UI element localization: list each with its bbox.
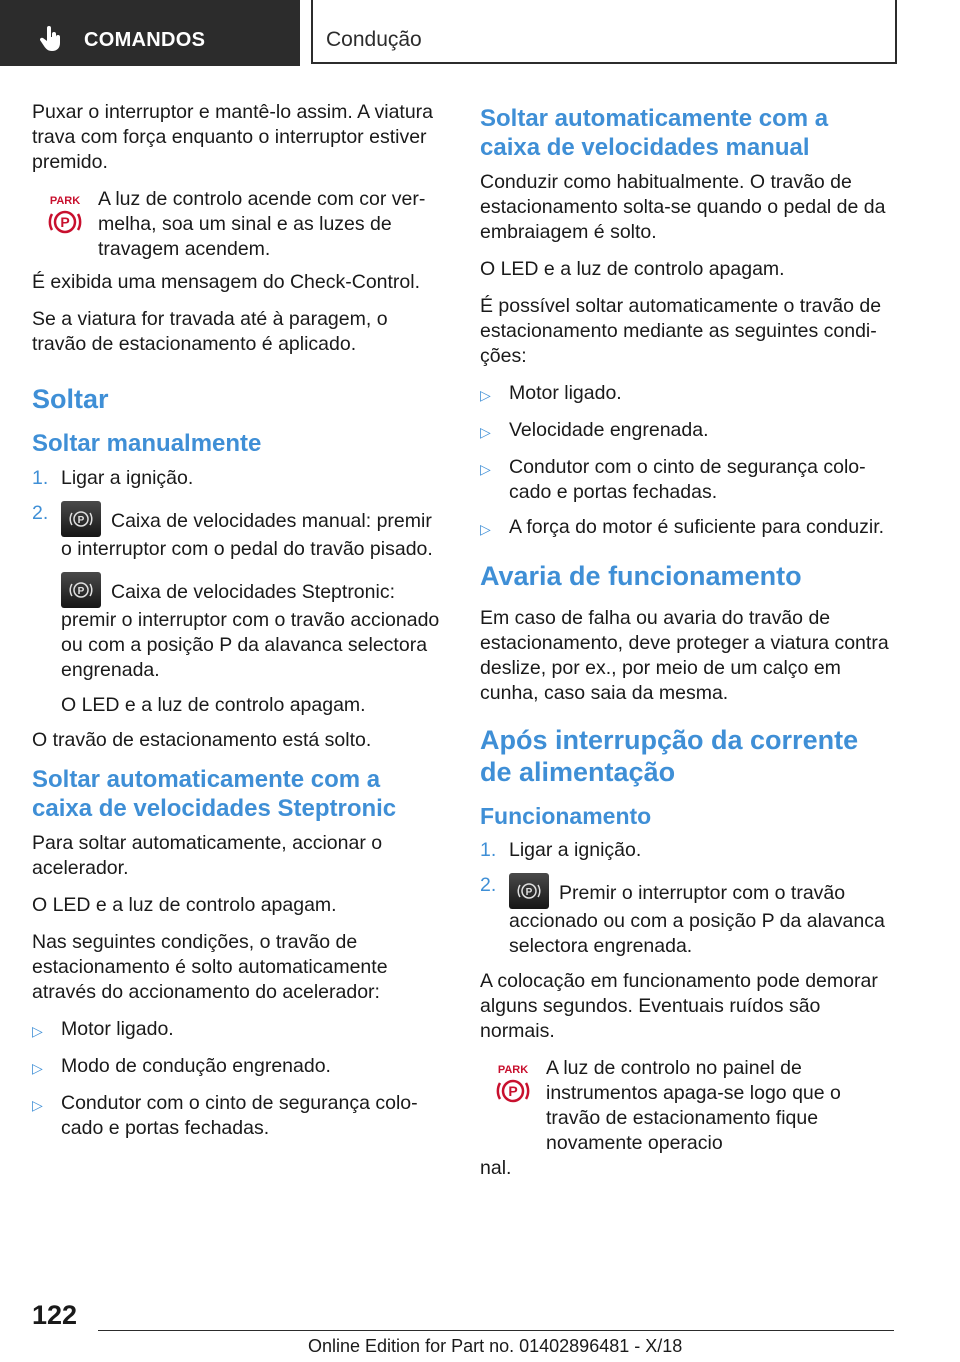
svg-text:P: P bbox=[525, 887, 533, 898]
hand-pointer-icon bbox=[40, 26, 62, 52]
bullet-text: Motor ligado. bbox=[509, 382, 622, 404]
step-text: Ligar a ignição. bbox=[509, 839, 642, 861]
paragraph: É exibida uma mensagem do Check-Control. bbox=[32, 271, 421, 293]
list-item bbox=[32, 466, 446, 491]
heading-funcionamento: Funcionamento bbox=[480, 803, 652, 829]
park-icon-label: PARK bbox=[497, 1064, 529, 1076]
subsection-title: Condução bbox=[326, 28, 422, 51]
bullet-text: Condutor com o cinto de segurança colocado e portas fechadas. bbox=[509, 456, 866, 503]
step-text: Ligar a ignição. bbox=[61, 467, 194, 489]
list-item bbox=[480, 381, 894, 408]
triangle-bullet-icon: ▷ bbox=[480, 424, 491, 440]
triangle-bullet-icon: ▷ bbox=[32, 1060, 43, 1076]
page-number: 122 bbox=[32, 1300, 78, 1330]
park-brake-icon bbox=[480, 1056, 546, 1156]
list-item bbox=[480, 418, 894, 445]
step-number: 1. bbox=[32, 467, 49, 489]
paragraph: Nas seguintes condições, o travão de estacionamento é solto automaticamente através do accionamento do acelerador: bbox=[32, 931, 388, 1003]
paragraph: É possível soltar automaticamente o travão de estacionamento mediante as seguintes condições: bbox=[480, 295, 882, 367]
svg-text:P: P bbox=[508, 1083, 518, 1099]
park-note-text: A luz de controlo no painel de instrumentos apaga-se logo que o travão de estacionamento fique novamente operacio bbox=[546, 1057, 841, 1154]
triangle-bullet-icon: ▷ bbox=[480, 387, 491, 403]
paragraph: Para soltar automaticamente, accionar o acelerador. bbox=[32, 832, 383, 879]
page-header bbox=[0, 0, 960, 66]
footer-edition: Online Edition for Part no. 01402896481 - X/18 bbox=[308, 1336, 683, 1356]
park-note bbox=[32, 187, 446, 262]
svg-text:P: P bbox=[60, 214, 70, 230]
heading-apos-interrupcao: Após interrupção da corrente de alimentação bbox=[480, 725, 859, 787]
right-column bbox=[480, 100, 894, 1193]
paragraph: O LED e a luz de controlo apagam. bbox=[32, 894, 337, 916]
list-item bbox=[480, 455, 894, 505]
list-item bbox=[32, 1091, 446, 1141]
step-number: 2. bbox=[32, 502, 49, 524]
park-note-tail: nal. bbox=[480, 1157, 512, 1179]
list-item bbox=[480, 515, 894, 542]
paragraph: O travão de estacionamento está solto. bbox=[32, 729, 372, 751]
triangle-bullet-icon: ▷ bbox=[480, 521, 491, 537]
paragraph: O LED e a luz de controlo apagam. bbox=[480, 258, 785, 280]
park-icon-label: PARK bbox=[49, 195, 81, 207]
step-result: O LED e a luz de controlo apagam. bbox=[61, 694, 366, 716]
heading-avaria: Avaria de funcionamento bbox=[480, 561, 802, 591]
heading-soltar-manualmente: Soltar manualmente bbox=[32, 430, 262, 457]
paragraph: Conduzir como habitualmente. O travão de estacionamento solta-se quando o pedal de da embraiagem é solto. bbox=[480, 171, 886, 243]
heading-soltar-automaticamente-manual: Soltar automaticamente com a caixa de velocidades manual bbox=[480, 105, 829, 161]
park-note bbox=[480, 1056, 894, 1156]
parking-brake-button-icon bbox=[61, 572, 101, 608]
paragraph: A colocação em funcionamento pode demorar alguns segundos. Eventuais ruídos são normais. bbox=[480, 970, 878, 1042]
list-item bbox=[32, 1054, 446, 1081]
section-tab bbox=[0, 0, 300, 66]
step-number: 1. bbox=[480, 839, 497, 861]
heading-soltar: Soltar bbox=[32, 384, 109, 414]
triangle-bullet-icon: ▷ bbox=[32, 1023, 43, 1039]
footer-divider bbox=[98, 1330, 894, 1331]
step-number: 2. bbox=[480, 874, 497, 896]
paragraph: Em caso de falha ou avaria do travão de estacionamento, deve proteger a viatura contra deslize, por ex., por meio de um calço em cunha, caso saia da mesma. bbox=[480, 607, 889, 704]
parking-brake-button-icon bbox=[509, 873, 549, 909]
parking-brake-button-icon bbox=[61, 501, 101, 537]
paragraph: Se a viatura for travada até à paragem, o travão de estacionamento é aplicado. bbox=[32, 308, 388, 355]
heading-soltar-automaticamente-steptronic: Soltar automaticamente com a caixa de velocidades Steptronic bbox=[32, 766, 397, 822]
list-item bbox=[480, 873, 894, 959]
bullet-text: Motor ligado. bbox=[61, 1018, 174, 1040]
svg-text:P: P bbox=[77, 515, 85, 526]
step-text: Caixa de velocidades manual: premir o interruptor com o pedal do travão pisado. bbox=[61, 510, 433, 560]
step-text: Premir o interruptor com o travão accionado ou com a posição P da alavanca selectora engrenada. bbox=[509, 882, 885, 957]
park-note-text: A luz de controlo acende com cor vermelha, soa um sinal e as luzes de travagem acendem. bbox=[98, 188, 426, 260]
subsection-tab bbox=[311, 0, 897, 64]
triangle-bullet-icon: ▷ bbox=[480, 461, 491, 477]
triangle-bullet-icon: ▷ bbox=[32, 1097, 43, 1113]
list-item bbox=[32, 501, 446, 562]
section-title: COMANDOS bbox=[84, 29, 206, 51]
bullet-text: A força do motor é suficiente para conduzir. bbox=[509, 516, 885, 538]
list-item bbox=[480, 838, 894, 863]
bullet-text: Velocidade engrenada. bbox=[509, 419, 709, 441]
step-text: Caixa de velocidades Steptronic: premir o interruptor com o travão accionado ou com a posição P da alavanca selectora engrenada. bbox=[61, 581, 440, 681]
list-item bbox=[32, 1017, 446, 1044]
park-brake-icon bbox=[32, 187, 98, 262]
svg-text:P: P bbox=[77, 586, 85, 597]
left-column bbox=[32, 100, 446, 1151]
paragraph: Puxar o interruptor e mantê-lo assim. A viatura trava com força enquanto o interruptor estiver premido. bbox=[32, 101, 434, 173]
bullet-text: Condutor com o cinto de segurança colocado e portas fechadas. bbox=[61, 1092, 418, 1139]
bullet-text: Modo de condução engrenado. bbox=[61, 1055, 331, 1077]
step-substep bbox=[61, 572, 446, 683]
